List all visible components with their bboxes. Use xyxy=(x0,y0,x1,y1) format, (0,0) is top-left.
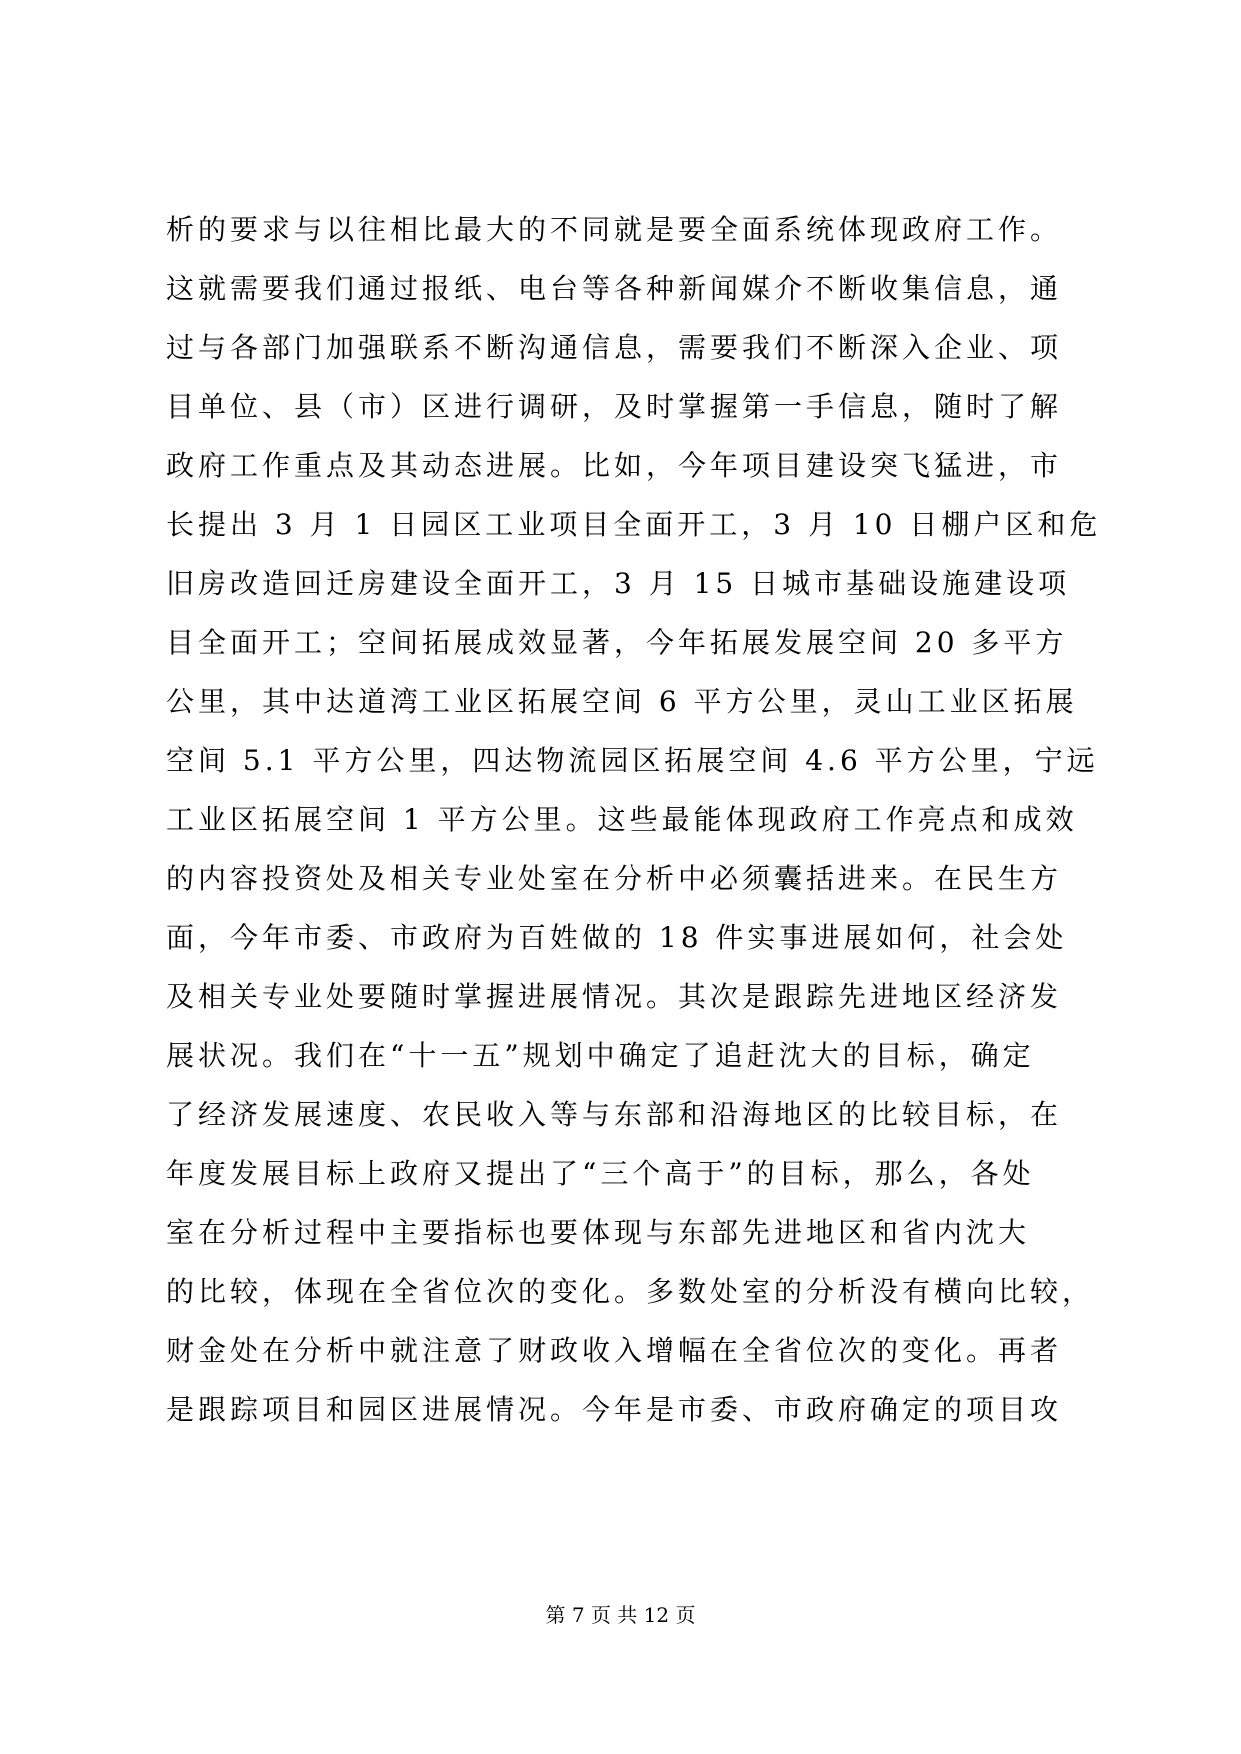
text-line: 的比较，体现在全省位次的变化。多数处室的分析没有横向比较， xyxy=(166,1275,1095,1308)
text-line: 展状况。我们在“十一五”规划中确定了追赶沈大的目标，确定 xyxy=(166,1039,1035,1072)
text-line: 工业区拓展空间 1 平方公里。这些最能体现政府工作亮点和成效 xyxy=(166,803,1078,836)
text-line: 过与各部门加强联系不断沟通信息，需要我们不断深入企业、项 xyxy=(166,331,1063,364)
text-line: 面，今年市委、市政府为百姓做的 18 件实事进展如何，社会处 xyxy=(166,921,1068,954)
text-line: 长提出 3 月 1 日园区工业项目全面开工，3 月 10 日棚户区和危 xyxy=(166,508,1102,541)
text-line: 年度发展目标上政府又提出了“三个高于”的目标，那么，各处 xyxy=(166,1157,1035,1190)
text-line: 空间 5.1 平方公里，四达物流园区拓展空间 4.6 平方公里，宁远 xyxy=(166,744,1099,777)
text-line: 政府工作重点及其动态进展。比如，今年项目建设突飞猛进，市 xyxy=(166,449,1063,482)
page-footer: 第 7 页 共 12 页 xyxy=(545,1603,696,1627)
body-text xyxy=(166,200,1102,1439)
text-line: 目单位、县（市）区进行调研，及时掌握第一手信息，随时了解 xyxy=(166,390,1063,423)
text-line: 旧房改造回迁房建设全面开工，3 月 15 日城市基础设施建设项 xyxy=(166,567,1071,600)
text-line: 财金处在分析中就注意了财政收入增幅在全省位次的变化。再者 xyxy=(166,1334,1063,1367)
text-line: 是跟踪项目和园区进展情况。今年是市委、市政府确定的项目攻 xyxy=(166,1393,1063,1426)
text-line: 室在分析过程中主要指标也要体现与东部先进地区和省内沈大 xyxy=(166,1216,1031,1249)
text-line: 这就需要我们通过报纸、电台等各种新闻媒介不断收集信息，通 xyxy=(166,272,1063,305)
text-line: 的内容投资处及相关专业处室在分析中必须囊括进来。在民生方 xyxy=(166,862,1063,895)
text-line: 析的要求与以往相比最大的不同就是要全面系统体现政府工作。 xyxy=(166,213,1063,246)
text-line: 目全面开工；空间拓展成效显著，今年拓展发展空间 20 多平方 xyxy=(166,626,1068,659)
text-line: 了经济发展速度、农民收入等与东部和沿海地区的比较目标，在 xyxy=(166,1098,1063,1131)
text-line: 公里，其中达道湾工业区拓展空间 6 平方公里，灵山工业区拓展 xyxy=(166,685,1078,718)
text-line: 及相关专业处要随时掌握进展情况。其次是跟踪先进地区经济发 xyxy=(166,980,1063,1013)
